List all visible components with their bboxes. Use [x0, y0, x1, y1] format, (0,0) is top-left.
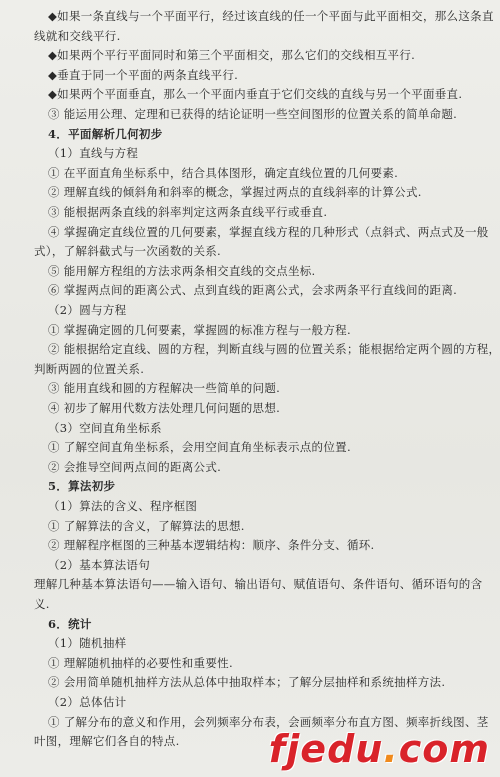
text-line: ◆如果两个平行平面同时和第三个平面相交，那么它们的交线相互平行. — [48, 48, 416, 63]
text-line: 式），了解斜截式与一次函数的关系. — [34, 244, 222, 259]
subsection-heading: （2）总体估计 — [48, 695, 127, 709]
text-line: ⑥ 掌握两点间的距离公式、点到直线的距离公式，会求两条平行直线间的距离. — [48, 283, 458, 298]
watermark-dot: . — [383, 727, 399, 771]
text-line: ◆垂直于同一个平面的两条直线平行. — [48, 67, 239, 82]
text-line: 叶图，理解它们各自的特点. — [34, 734, 180, 749]
watermark-tld: com — [398, 727, 490, 771]
site-watermark-logo — [269, 727, 490, 771]
text-line: ② 理解程序框图的三种基本逻辑结构：顺序、条件分支、循环. — [48, 538, 375, 553]
subsection-heading: （2）圆与方程 — [48, 303, 127, 317]
subsection-heading: （2）基本算法语句 — [48, 557, 151, 572]
text-line: ⑤ 能用解方程组的方法求两条相交直线的交点坐标. — [48, 263, 316, 278]
text-line: ① 在平面直角坐标系中，结合具体图形，确定直线位置的几何要素. — [48, 165, 399, 180]
section-heading: 6．统计 — [48, 616, 92, 631]
subsection-heading: （1）算法的含义、程序框图 — [48, 499, 198, 513]
text-line: ② 会推导空间两点间的距离公式. — [48, 459, 222, 474]
section-heading: 4．平面解析几何初步 — [48, 126, 163, 141]
text-line: ◆如果一条直线与一个平面平行，经过该直线的任一个平面与此平面相交，那么这条直 — [48, 9, 494, 23]
text-line: ③ 能用直线和圆的方程解决一些简单的问题. — [48, 381, 281, 396]
text-line: ④ 掌握确定直线位置的几何要素，掌握直线方程的几种形式（点斜式、两点式及一般 — [48, 224, 489, 239]
section-heading: 5．算法初步 — [48, 479, 116, 494]
text-line: ② 能根据给定直线、圆的方程，判断直线与圆的位置关系；能根据给定两个圆的方程， — [48, 342, 500, 357]
text-line: 理解几种基本算法语句——输入语句、输出语句、赋值语句、条件语句、循环语句的含 — [34, 577, 483, 592]
subsection-heading: （1）随机抽样 — [48, 636, 127, 651]
text-line: ◆如果两个平面垂直，那么一个平面内垂直于它们交线的直线与另一个平面垂直. — [48, 87, 463, 102]
text-line: 线就和交线平行. — [34, 28, 121, 43]
text-line: ④ 初步了解用代数方法处理几何问题的思想. — [48, 401, 281, 415]
text-line: ① 理解随机抽样的必要性和重要性. — [48, 655, 233, 670]
watermark-brand: fjedu — [268, 727, 384, 771]
subsection-heading: （1）直线与方程 — [48, 146, 139, 161]
text-line: ③ 能运用公理、定理和已获得的结论证明一些空间图形的位置关系的简单命题. — [48, 107, 458, 121]
text-line: ② 会用简单随机抽样方法从总体中抽取样本；了解分层抽样和系统抽样方法. — [48, 675, 446, 690]
text-line: ① 掌握确定圆的几何要素，掌握圆的标准方程与一般方程. — [48, 322, 351, 337]
text-line: ③ 能根据两条直线的斜率判定这两条直线平行或垂直. — [48, 205, 328, 219]
text-line: 义. — [34, 597, 50, 611]
text-line: ① 了解空间直角坐标系，会用空间直角坐标表示点的位置. — [48, 440, 351, 455]
text-line: 判断两圆的位置关系. — [34, 361, 145, 376]
text-line: ① 了解算法的含义，了解算法的思想. — [48, 518, 245, 533]
subsection-heading: （3）空间直角坐标系 — [48, 420, 162, 435]
text-line: ② 理解直线的倾斜角和斜率的概念，掌握过两点的直线斜率的计算公式. — [48, 185, 422, 200]
text-line: ① 了解分布的意义和作用，会列频率分布表，会画频率分布直方图、频率折线图、茎 — [48, 714, 489, 729]
